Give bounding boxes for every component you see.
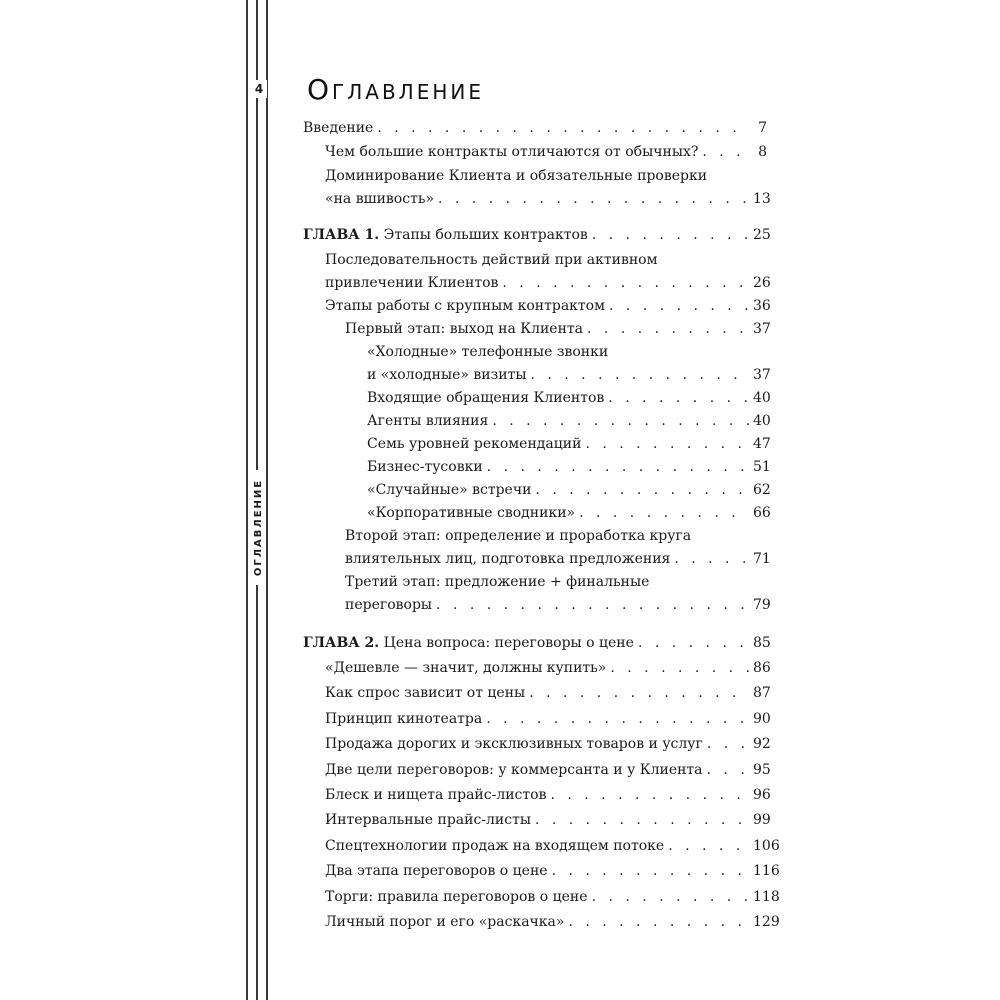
toc-page-number: 99 <box>753 812 771 829</box>
toc-page-number: 85 <box>753 635 771 651</box>
toc-entry-title: Две цели переговоров: у коммерсанта и у Клиента <box>325 761 703 778</box>
toc-page-number: 13 <box>753 191 771 207</box>
leader-dots <box>585 433 749 456</box>
toc-page-number: 40 <box>753 413 771 429</box>
toc-page-number: 25 <box>753 227 771 243</box>
toc-page-number: 8 <box>758 144 767 160</box>
leader-dots <box>502 272 749 295</box>
leader-dots <box>608 387 749 410</box>
toc-page-number: 90 <box>753 710 771 727</box>
toc-page-number: 129 <box>753 914 780 931</box>
toc-entry[interactable] <box>303 410 771 433</box>
leader-dots <box>529 681 749 706</box>
toc-entry-title: Личный порог и его «раскачка» <box>325 914 565 931</box>
toc-entry-title: Введение <box>303 120 374 136</box>
chapter-label: ГЛАВА 1. <box>303 227 380 243</box>
toc-entry-title: Этапы работы с крупным контрактом <box>325 298 605 314</box>
toc-entry[interactable] <box>303 341 771 387</box>
leader-dots <box>486 707 749 732</box>
toc-entry[interactable] <box>303 387 771 410</box>
leader-dots <box>550 783 749 808</box>
toc-entry-title-line1: «Холодные» телефонные звонки <box>367 344 609 360</box>
leader-dots <box>610 656 749 681</box>
toc-page-number: 96 <box>753 787 771 804</box>
toc-page-number: 37 <box>753 367 771 383</box>
leader-dots <box>535 479 749 502</box>
toc-entry[interactable] <box>303 571 771 617</box>
toc-entry-title: Как спрос зависит от цены <box>325 685 526 702</box>
toc-entry[interactable] <box>303 859 780 884</box>
toc-entry-title: «Случайные» встречи <box>367 482 532 498</box>
leader-dots <box>535 808 749 833</box>
margin-rule-left <box>246 0 248 1000</box>
toc-entry-title-line1: Второй этап: определение и проработка круга <box>345 528 692 544</box>
toc-entry[interactable] <box>303 758 771 783</box>
toc-page-number: 79 <box>753 597 771 613</box>
chapter-title: Этапы больших контрактов <box>383 227 588 243</box>
margin-rule-right <box>266 0 268 1000</box>
toc-entry-title: Первый этап: выход на Клиента <box>345 321 584 337</box>
toc-entry-title: Интервальные прайс-листы <box>325 812 531 829</box>
toc-page-number: 37 <box>753 321 771 337</box>
running-head <box>252 470 266 585</box>
toc-entry-title: Входящие обращения Клиентов <box>367 390 605 406</box>
section-gap <box>303 211 767 224</box>
toc-entry-title-line2: привлечении Клиентов <box>325 275 499 291</box>
toc-chapter-1[interactable] <box>303 224 771 247</box>
toc-page-number: 51 <box>753 459 771 475</box>
page-title: Оглавление <box>307 73 484 106</box>
toc-entry-title: Семь уровней рекомендаций <box>367 436 582 452</box>
toc-entry-title-line1: Третий этап: предложение + финальные <box>345 574 650 590</box>
leader-dots <box>638 631 749 656</box>
page-number: 4 <box>251 80 267 98</box>
toc-entry-title-line2: «на вшивость» <box>325 191 435 207</box>
toc-entry-title: Два этапа переговоров о цене <box>325 863 548 880</box>
toc-entry[interactable] <box>303 910 780 935</box>
toc-entry[interactable] <box>303 165 771 211</box>
toc-page-number: 36 <box>753 298 771 314</box>
toc-page-number: 116 <box>753 863 780 880</box>
toc-entry[interactable] <box>303 318 771 341</box>
toc-entry-title-line2: переговоры <box>345 597 433 613</box>
toc-page-number: 71 <box>753 551 771 567</box>
toc-page-number: 106 <box>753 837 780 854</box>
leader-dots <box>377 117 749 140</box>
toc-entry[interactable] <box>303 681 771 706</box>
toc-chapter-2[interactable] <box>303 631 771 656</box>
toc-page-number: 66 <box>753 505 771 521</box>
toc-page-number: 47 <box>753 436 771 452</box>
toc-page-number: 95 <box>753 761 771 778</box>
toc-entry[interactable] <box>303 249 771 295</box>
chapter-label: ГЛАВА 2. <box>303 635 380 651</box>
toc-entry-title-line1: Последовательность действий при активном <box>325 252 658 268</box>
leader-dots <box>579 502 749 525</box>
table-of-contents <box>303 117 780 935</box>
leader-dots <box>568 910 749 935</box>
leader-dots <box>487 456 749 479</box>
toc-entry-title: «Корпоративные сводники» <box>367 505 576 521</box>
toc-entry[interactable] <box>303 656 771 681</box>
running-head-text: ОГЛАВЛЕНИЕ <box>253 478 265 577</box>
toc-entry-title <box>303 631 634 656</box>
leader-dots <box>668 834 749 859</box>
toc-entry-title: «Дешевле — значит, должны купить» <box>325 660 607 676</box>
leader-dots <box>702 141 749 164</box>
toc-page-number: 87 <box>753 685 771 702</box>
leader-dots <box>530 364 749 387</box>
toc-entry[interactable] <box>303 456 771 479</box>
toc-entry[interactable] <box>303 433 771 456</box>
toc-entry-title: Бизнес-тусовки <box>367 459 483 475</box>
toc-page-number: 40 <box>753 390 771 406</box>
leader-dots <box>592 885 749 910</box>
chapter-2-list <box>303 656 780 935</box>
toc-entry-title: Агенты влияния <box>367 413 489 429</box>
leader-dots <box>436 594 749 617</box>
section-gap <box>303 617 767 631</box>
toc-entry[interactable] <box>303 732 771 757</box>
toc-entry[interactable] <box>303 141 767 164</box>
leader-dots <box>707 758 749 783</box>
leader-dots <box>552 859 749 884</box>
toc-entry-title: Торги: правила переговоров о цене <box>325 888 588 905</box>
toc-entry-title: Спецтехнологии продаж на входящем потоке <box>325 837 665 854</box>
toc-page-number: 26 <box>753 275 771 291</box>
toc-entry-title-line2: и «холодные» визиты <box>367 367 527 383</box>
toc-entry[interactable] <box>303 885 780 910</box>
toc-entry[interactable] <box>303 525 771 571</box>
leader-dots <box>587 318 749 341</box>
toc-entry-intro[interactable] <box>303 117 767 140</box>
toc-entry-title-line1: Доминирование Клиента и обязательные проверки <box>325 168 708 184</box>
toc-entry-title-line2: влиятельных лиц, подготовка предложения <box>345 551 671 567</box>
toc-entry-title: Принцип кинотеатра <box>325 710 483 727</box>
toc-page-number: 7 <box>758 120 767 136</box>
toc-page-number: 92 <box>753 736 771 753</box>
leader-dots <box>592 224 749 247</box>
toc-page-number: 86 <box>753 660 771 676</box>
leader-dots <box>492 410 749 433</box>
chapter-title: Цена вопроса: переговоры о цене <box>383 635 634 651</box>
leader-dots <box>438 188 749 211</box>
toc-entry-title: Чем большие контракты отличаются от обычных? <box>325 144 699 160</box>
toc-entry[interactable] <box>303 834 780 859</box>
toc-entry[interactable] <box>303 808 771 833</box>
leader-dots <box>707 732 749 757</box>
toc-entry[interactable] <box>303 783 771 808</box>
toc-entry[interactable] <box>303 479 771 502</box>
toc-page-number: 118 <box>753 888 780 905</box>
toc-entry[interactable] <box>303 707 771 732</box>
toc-entry[interactable] <box>303 502 771 525</box>
toc-entry-title: Продажа дорогих и эксклюзивных товаров и услуг <box>325 736 703 753</box>
toc-entry[interactable] <box>303 295 771 318</box>
toc-entry-title <box>303 224 588 247</box>
toc-entry-title: Блеск и нищета прайс-листов <box>325 787 547 804</box>
leader-dots <box>609 295 749 318</box>
toc-page-number: 62 <box>753 482 771 498</box>
leader-dots <box>674 548 749 571</box>
